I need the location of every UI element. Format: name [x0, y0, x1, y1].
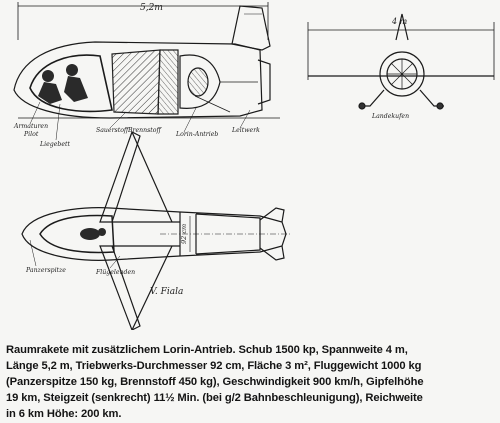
- span-dimension: 4 m: [392, 17, 408, 26]
- label-wheels: Landekufen: [372, 113, 410, 120]
- label-wing-tip: Flügelenden: [96, 269, 136, 276]
- front-view: [308, 14, 494, 120]
- caption-line-1: Raumrakete mit zusätzlichem Lorin-Antrieb. Schub 1500 kp, Spannweite 4 m,: [6, 344, 408, 356]
- label-nose: Panzerspitze: [26, 267, 66, 274]
- top-view: [22, 132, 290, 330]
- label-ramjet: Lorin-Antrieb: [176, 131, 219, 138]
- caption-line-3: (Panzerspitze 150 kg, Brennstoff 450 kg), Geschwindigkeit 900 km/h, Gipfelhöhe: [6, 376, 424, 388]
- signature: V. Fiala: [150, 287, 184, 297]
- pilot-figure: [38, 64, 88, 104]
- caption: [6, 342, 496, 422]
- caption-line-4: 19 km, Steigzeit (senkrecht) 11½ Min. (bei g/2 Bahnbeschleunigung), Reichweite: [6, 392, 423, 404]
- label-fuel: Brennstoff: [128, 127, 161, 134]
- caption-line-5: in 6 km Höhe: 200 km.: [6, 408, 122, 420]
- label-oxygen: Sauerstoff: [96, 127, 129, 134]
- diameter-dimension: 92 cm: [180, 223, 188, 244]
- label-pilot: Pilot: [24, 131, 39, 138]
- label-fin: Leitwerk: [232, 127, 260, 134]
- caption-line-2: Länge 5,2 m, Triebwerks-Durchmesser 92 cm, Fläche 3 m², Fluggewicht 1000 kg: [6, 360, 422, 372]
- label-bed: Liegebett: [40, 141, 70, 148]
- label-instruments: Armaturen: [14, 123, 49, 130]
- pilot-top-figure: [80, 228, 106, 240]
- side-view: [13, 2, 280, 148]
- length-dimension: 5,2m: [140, 3, 163, 13]
